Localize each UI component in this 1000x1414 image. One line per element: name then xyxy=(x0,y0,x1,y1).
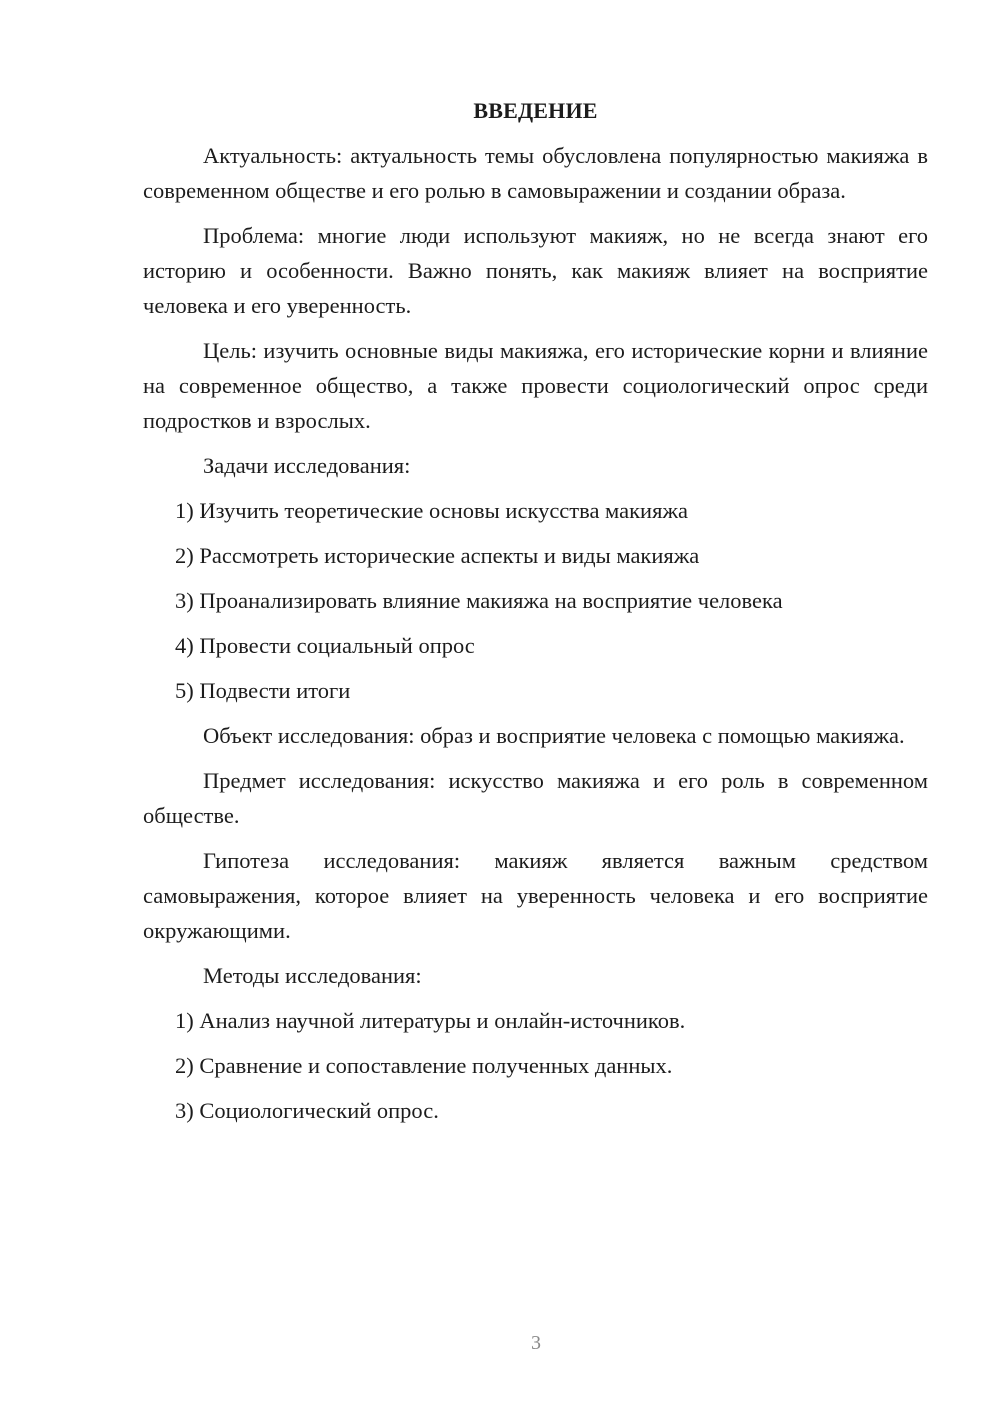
task-item: 2) Рассмотреть исторические аспекты и виды макияжа xyxy=(175,543,700,568)
task-item: 4) Провести социальный опрос xyxy=(175,633,475,658)
tasks-heading: Задачи исследования: xyxy=(203,453,411,478)
page-content xyxy=(143,93,928,1138)
problem-paragraph: Проблема: многие люди используют макияж, но не всегда знают его историю и особенности. Важно понять, как макияж влияет на восприятие человека и его уверенность. xyxy=(143,223,928,318)
task-item: 3) Проанализировать влияние макияжа на восприятие человека xyxy=(175,588,783,613)
method-item: 3) Социологический опрос. xyxy=(175,1098,439,1123)
object-paragraph: Объект исследования: образ и восприятие человека с помощью макияжа. xyxy=(203,723,905,748)
methods-list xyxy=(143,1003,928,1128)
method-item: 1) Анализ научной литературы и онлайн-источников. xyxy=(175,1008,686,1033)
methods-heading: Методы исследования: xyxy=(203,963,422,988)
section-title: ВВЕДЕНИЕ xyxy=(473,98,598,123)
tasks-list xyxy=(143,493,928,708)
task-item: 5) Подвести итоги xyxy=(175,678,351,703)
task-item: 1) Изучить теоретические основы искусства макияжа xyxy=(175,498,688,523)
goal-paragraph: Цель: изучить основные виды макияжа, его исторические корни и влияние на современное общество, а также провести социологический опрос среди подростков и взрослых. xyxy=(143,338,928,433)
relevance-paragraph: Актуальность: актуальность темы обусловлена популярностью макияжа в современном обществе и его ролью в самовыражении и создании образа. xyxy=(143,143,928,203)
method-item: 2) Сравнение и сопоставление полученных данных. xyxy=(175,1053,673,1078)
page-number: 3 xyxy=(531,1332,541,1354)
subject-paragraph: Предмет исследования: искусство макияжа и его роль в современном обществе. xyxy=(143,768,928,828)
hypothesis-paragraph: Гипотеза исследования: макияж является важным средством самовыражения, которое влияет на уверенность человека и его восприятие окружающими. xyxy=(143,848,928,943)
